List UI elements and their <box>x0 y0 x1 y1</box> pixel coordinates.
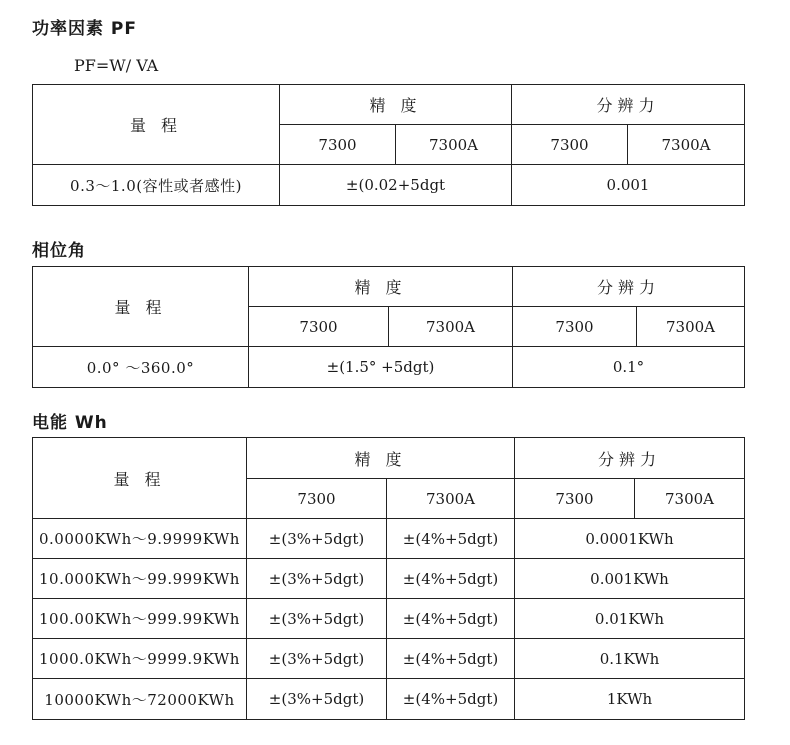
phase-resolution-model-7300a: 7300A <box>637 307 745 347</box>
energy-accuracy-model-7300: 7300 <box>247 479 387 519</box>
phase-accuracy-model-7300: 7300 <box>249 307 389 347</box>
table-row <box>33 679 745 720</box>
pf-resolution-model-7300: 7300 <box>512 125 628 165</box>
table-row <box>33 519 745 559</box>
phase-range-header: 量 程 <box>33 267 249 347</box>
table-row <box>33 599 745 639</box>
phase-spec-table <box>32 266 745 388</box>
energy-accuracy-header: 精 度 <box>247 438 515 479</box>
phase-resolution-model-7300: 7300 <box>513 307 637 347</box>
table-row <box>33 639 745 679</box>
pf-section-title: 功率因素 PF <box>32 19 137 39</box>
energy-accuracy-7300-value: ±(3%+5dgt) <box>247 519 387 559</box>
pf-resolution-value: 0.001 <box>512 165 745 206</box>
pf-resolution-header: 分辨力 <box>512 85 745 125</box>
energy-resolution-value: 0.01KWh <box>515 599 745 639</box>
energy-accuracy-7300-value: ±(3%+5dgt) <box>247 559 387 599</box>
energy-range-header: 量 程 <box>33 438 247 519</box>
pf-range-header: 量 程 <box>33 85 280 165</box>
energy-spec-table <box>32 437 745 720</box>
phase-resolution-header: 分辨力 <box>513 267 745 307</box>
phase-section-title: 相位角 <box>32 241 86 261</box>
table-row <box>33 165 745 206</box>
energy-resolution-header: 分辨力 <box>515 438 745 479</box>
energy-resolution-value: 0.1KWh <box>515 639 745 679</box>
energy-resolution-model-7300: 7300 <box>515 479 635 519</box>
pf-accuracy-header: 精 度 <box>280 85 512 125</box>
energy-accuracy-7300-value: ±(3%+5dgt) <box>247 679 387 720</box>
phase-accuracy-header: 精 度 <box>249 267 513 307</box>
energy-accuracy-model-7300a: 7300A <box>387 479 515 519</box>
phase-range-value: 0.0° ～360.0° <box>33 347 249 388</box>
pf-accuracy-model-7300: 7300 <box>280 125 396 165</box>
energy-range-value: 1000.0KWh～9999.9KWh <box>33 639 247 679</box>
energy-resolution-value: 1KWh <box>515 679 745 720</box>
energy-accuracy-7300-value: ±(3%+5dgt) <box>247 599 387 639</box>
pf-accuracy-model-7300a: 7300A <box>396 125 512 165</box>
phase-accuracy-value: ±(1.5° +5dgt) <box>249 347 513 388</box>
energy-range-value: 10.000KWh～99.999KWh <box>33 559 247 599</box>
energy-accuracy-7300a-value: ±(4%+5dgt) <box>387 599 515 639</box>
pf-accuracy-value: ±(0.02+5dgt <box>280 165 512 206</box>
energy-resolution-model-7300a: 7300A <box>635 479 745 519</box>
energy-accuracy-7300a-value: ±(4%+5dgt) <box>387 559 515 599</box>
pf-range-value: 0.3～1.0(容性或者感性) <box>33 165 280 206</box>
energy-accuracy-7300-value: ±(3%+5dgt) <box>247 639 387 679</box>
energy-accuracy-7300a-value: ±(4%+5dgt) <box>387 679 515 720</box>
energy-resolution-value: 0.0001KWh <box>515 519 745 559</box>
energy-range-value: 0.0000KWh～9.9999KWh <box>33 519 247 559</box>
table-row <box>33 347 745 388</box>
energy-accuracy-7300a-value: ±(4%+5dgt) <box>387 519 515 559</box>
pf-formula: PF=W/ VA <box>74 56 159 75</box>
phase-accuracy-model-7300a: 7300A <box>389 307 513 347</box>
energy-range-value: 10000KWh～72000KWh <box>33 679 247 720</box>
table-row <box>33 559 745 599</box>
energy-resolution-value: 0.001KWh <box>515 559 745 599</box>
energy-range-value: 100.00KWh～999.99KWh <box>33 599 247 639</box>
energy-section-title: 电能 Wh <box>32 413 108 433</box>
pf-resolution-model-7300a: 7300A <box>628 125 745 165</box>
phase-resolution-value: 0.1° <box>513 347 745 388</box>
energy-accuracy-7300a-value: ±(4%+5dgt) <box>387 639 515 679</box>
pf-spec-table <box>32 84 745 206</box>
